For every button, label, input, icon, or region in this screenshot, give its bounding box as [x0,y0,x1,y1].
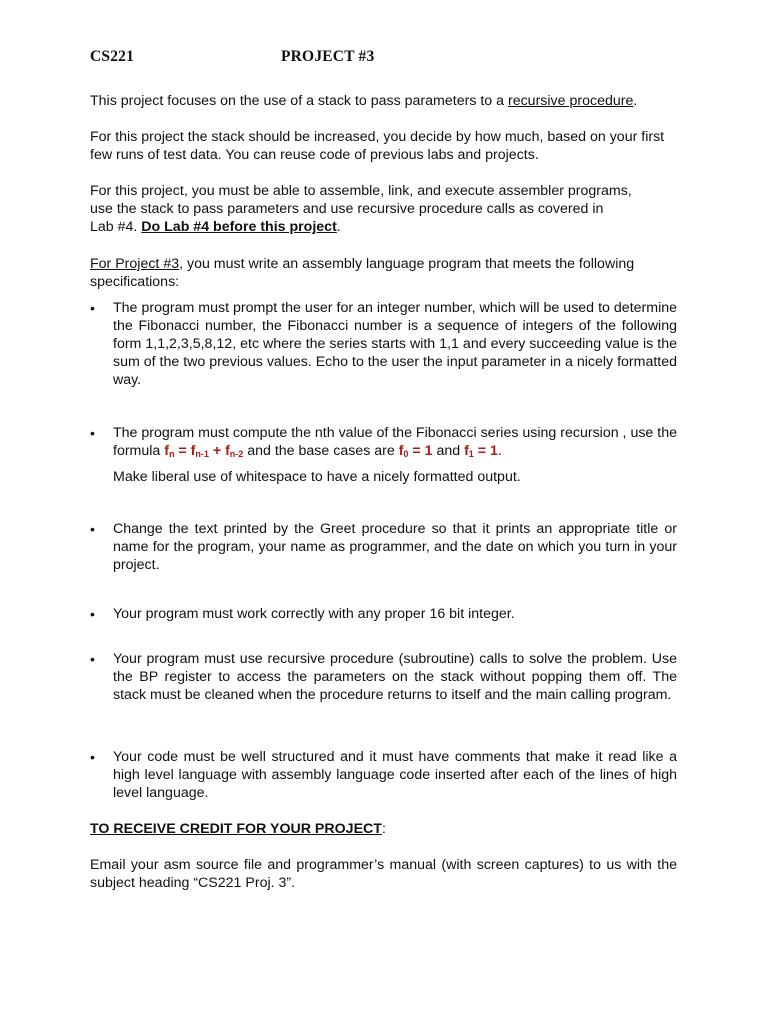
recursive-procedure-link: recursive procedure [507,93,634,109]
bullet-icon: • [90,749,95,765]
fibonacci-formula: $f_n = f_{n-1} + f_{n-2}$ [164,443,244,459]
spec-bullet-prompt [90,299,677,389]
intro-text: This project focuses on the use of a stack to pass parameters to a [90,93,508,109]
specifications-intro: For Project #3, you must write an assembly language program that meets the following specifications: [90,256,635,290]
bullet-icon: • [90,425,95,441]
bullet-text: Your program must use recursive procedure (subroutine) calls to solve the problem. Use the BP register to access the parameters on the stack without popping them off. The stack must be cleaned when the procedure returns to itself and the main calling program. [113,651,677,703]
credit-heading: TO RECEIVE CREDIT FOR YOUR PROJECT: [90,821,386,837]
whitespace-note: Make liberal use of whitespace to have a nicely formatted output. [113,469,521,485]
spec-bullet-structure [90,748,677,802]
bullet-icon: • [90,606,95,622]
bullet-text: The program must compute the nth value of the Fibonacci series using recursion , use the formula $f_n = f_{n-1} + f_{n-2}$ and the base cases are $f_0 = 1$ and $f_1 = 1$. [113,425,677,459]
spec-bullet-16bit [90,605,677,623]
bullet-icon: • [90,651,95,667]
email-instructions: Email your asm source file and programmer’s manual (with screen captures) to us with the subject heading “CS221 Proj. 3”. [90,857,677,891]
spec-bullet-bp-register [90,650,677,704]
base-case-f1: $f_1 = 1$ [464,443,498,459]
stack-paragraph: For this project the stack should be increased, you decide by how much, based on your first few runs of test data. You can reuse code of previous labs and projects. [90,129,665,163]
assemble-paragraph: For this project, you must be able to assemble, link, and execute assembler programs, use the stack to pass parameters and use recursive procedure calls as covered in Lab #4. Do Lab #4 before this project. [90,183,632,235]
bullet-text: Change the text printed by the Greet procedure so that it prints an appropriate title or name for the program, your name as programmer, and the date on which you turn in your project. [113,521,677,573]
spec-bullet-recursion [90,424,677,486]
project-title: PROJECT #3 [281,48,375,65]
bullet-text: Your program must work correctly with any proper 16 bit integer. [113,606,515,622]
spec-bullet-greet [90,520,677,574]
bullet-icon: • [90,300,95,316]
course-code: CS221 [90,48,135,65]
do-lab-4-emphasis: Do Lab #4 before this project [141,219,337,235]
for-project-3-label: For Project #3 [90,256,180,272]
base-case-f0: $f_0 = 1$ [398,443,433,459]
bullet-text: The program must prompt the user for an integer number, which will be used to determine the Fibonacci number, the Fibonacci number is a sequence of integers of the following form 1,1,2,3,5,8,12, etc where the series starts with 1,1 and every succeeding value is the sum of the two previous values. Echo to the user the input parameter in a nicely formatted way. [113,300,677,388]
bullet-text: Your code must be well structured and it must have comments that make it read like a high level language with assembly language code inserted after each of the lines of high level language. [113,749,677,801]
bullet-icon: • [90,521,95,537]
intro-paragraph: This project focuses on the use of a stack to pass parameters to a recursive procedure. [90,93,638,109]
